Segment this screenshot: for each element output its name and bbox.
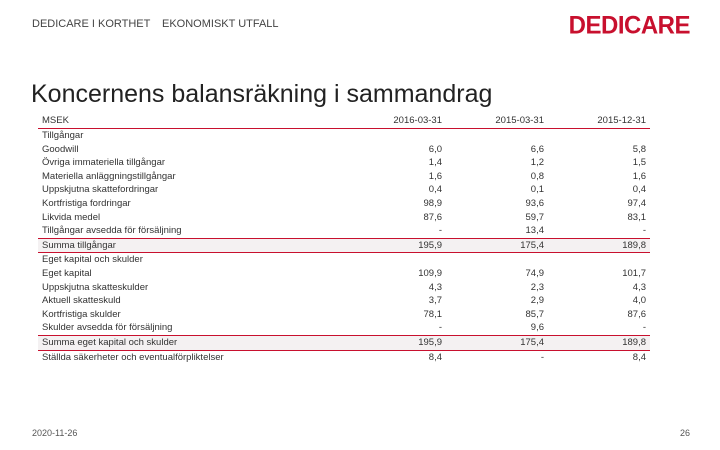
table-sum-row (38, 238, 650, 253)
value-2016-03-31 (344, 253, 446, 267)
value-2015-12-31: 101,7 (622, 267, 646, 279)
value-2015-03-31: 85,7 (525, 308, 544, 320)
value-2016-03-31: 4,3 (428, 281, 442, 293)
value-2016-03-31: - (438, 322, 442, 334)
value-2015-03-31: 175,4 (446, 335, 548, 350)
value-2016-03-31: 6,0 (428, 143, 442, 155)
value-2016-03-31: 8,4 (428, 351, 442, 363)
row-label: Uppskjutna skatteskulder (42, 281, 149, 293)
page-title: Koncernens balansräkning i sammandrag (31, 80, 493, 108)
table-row (38, 321, 650, 335)
table-body (38, 129, 650, 365)
table-row (38, 267, 650, 281)
table-row (38, 224, 650, 238)
table-row (38, 308, 650, 322)
value-2015-03-31: 0,8 (530, 170, 544, 182)
row-label: Tillgångar avsedda för försäljning (42, 225, 182, 237)
page-number: 26 (679, 428, 690, 438)
value-2015-12-31: 8,4 (632, 351, 646, 363)
value-2015-12-31: 4,3 (632, 281, 646, 293)
value-2016-03-31: 0,4 (428, 184, 442, 196)
value-2015-12-31: 0,4 (632, 184, 646, 196)
value-2015-03-31: 9,6 (530, 322, 544, 334)
row-label: Aktuell skatteskuld (42, 295, 121, 307)
row-label: Kortfristiga skulder (42, 308, 121, 320)
value-2016-03-31: 98,9 (423, 197, 442, 209)
column-header-msek: MSEK (38, 113, 344, 129)
row-label: Uppskjutna skattefordringar (42, 184, 159, 196)
table-row (38, 170, 650, 184)
table-row (38, 211, 650, 225)
value-2015-03-31: 2,3 (530, 281, 544, 293)
table-row (38, 294, 650, 308)
value-2015-03-31: - (540, 351, 544, 363)
value-2015-12-31: 1,5 (632, 157, 646, 169)
row-label: Skulder avsedda för försäljning (42, 322, 173, 334)
row-label: Kortfristiga fordringar (42, 197, 131, 209)
value-2015-03-31: 13,4 (525, 225, 544, 237)
value-2016-03-31: 109,9 (418, 267, 442, 279)
row-label: Eget kapital (42, 267, 92, 279)
value-2015-03-31 (446, 129, 548, 143)
table-row (38, 197, 650, 211)
value-2015-03-31: 175,4 (446, 238, 548, 253)
value-2015-12-31 (548, 129, 650, 143)
row-label: Goodwill (42, 143, 79, 155)
value-2015-12-31: 1,6 (632, 170, 646, 182)
value-2015-12-31 (548, 253, 650, 267)
value-2015-12-31: 87,6 (627, 308, 646, 320)
value-2015-12-31: - (642, 322, 646, 334)
row-label: Summa tillgångar (38, 238, 344, 253)
table-row (38, 129, 650, 143)
value-2015-12-31: 5,8 (632, 143, 646, 155)
table-row (38, 143, 650, 157)
value-2015-03-31: 93,6 (525, 197, 544, 209)
value-2015-12-31: 97,4 (627, 197, 646, 209)
value-2016-03-31: 3,7 (428, 295, 442, 307)
table-row (38, 183, 650, 197)
row-label: Summa eget kapital och skulder (38, 335, 344, 350)
dedicare-logo: DEDICARE (568, 11, 690, 40)
value-2016-03-31: 1,4 (428, 157, 442, 169)
value-2015-03-31: 1,2 (530, 157, 544, 169)
column-header-2016-03-31: 2016-03-31 (344, 113, 446, 129)
row-label: Likvida medel (42, 211, 101, 223)
value-2015-12-31: 4,0 (632, 295, 646, 307)
row-label: Övriga immateriella tillgångar (42, 157, 166, 169)
row-label: Tillgångar (42, 130, 84, 141)
header-left-text: DEDICARE I KORTHET (32, 18, 151, 30)
row-label: Materiella anläggningstillgångar (42, 170, 176, 182)
table-row (38, 350, 650, 364)
table-row (38, 281, 650, 295)
value-2015-03-31: 59,7 (525, 211, 544, 223)
value-2016-03-31: 1,6 (428, 170, 442, 182)
value-2015-12-31: 189,8 (548, 238, 650, 253)
value-2016-03-31: 87,6 (423, 211, 442, 223)
column-header-2015-12-31: 2015-12-31 (548, 113, 650, 129)
value-2015-03-31: 2,9 (530, 295, 544, 307)
table-row (38, 253, 650, 267)
row-label: Ställda säkerheter och eventualförpliktelser (42, 351, 224, 363)
value-2015-03-31: 6,6 (530, 143, 544, 155)
value-2015-12-31: 189,8 (548, 335, 650, 350)
value-2015-03-31: 0,1 (530, 184, 544, 196)
value-2016-03-31: - (438, 225, 442, 237)
footer-date: 2020-11-26 (32, 428, 78, 438)
value-2016-03-31: 78,1 (423, 308, 442, 320)
column-header-2015-03-31: 2015-03-31 (446, 113, 548, 129)
value-2015-12-31: 83,1 (627, 211, 646, 223)
value-2015-03-31: 74,9 (525, 267, 544, 279)
value-2016-03-31: 195,9 (344, 335, 446, 350)
balance-sheet-table (38, 113, 650, 364)
header-section-text: EKONOMISKT UTFALL (162, 18, 279, 30)
table-header-row (38, 113, 650, 129)
table-row (38, 156, 650, 170)
value-2015-12-31: - (642, 225, 646, 237)
value-2016-03-31: 195,9 (344, 238, 446, 253)
value-2015-03-31 (446, 253, 548, 267)
row-label: Eget kapital och skulder (42, 254, 143, 266)
value-2016-03-31 (344, 129, 446, 143)
table-sum-row (38, 335, 650, 350)
